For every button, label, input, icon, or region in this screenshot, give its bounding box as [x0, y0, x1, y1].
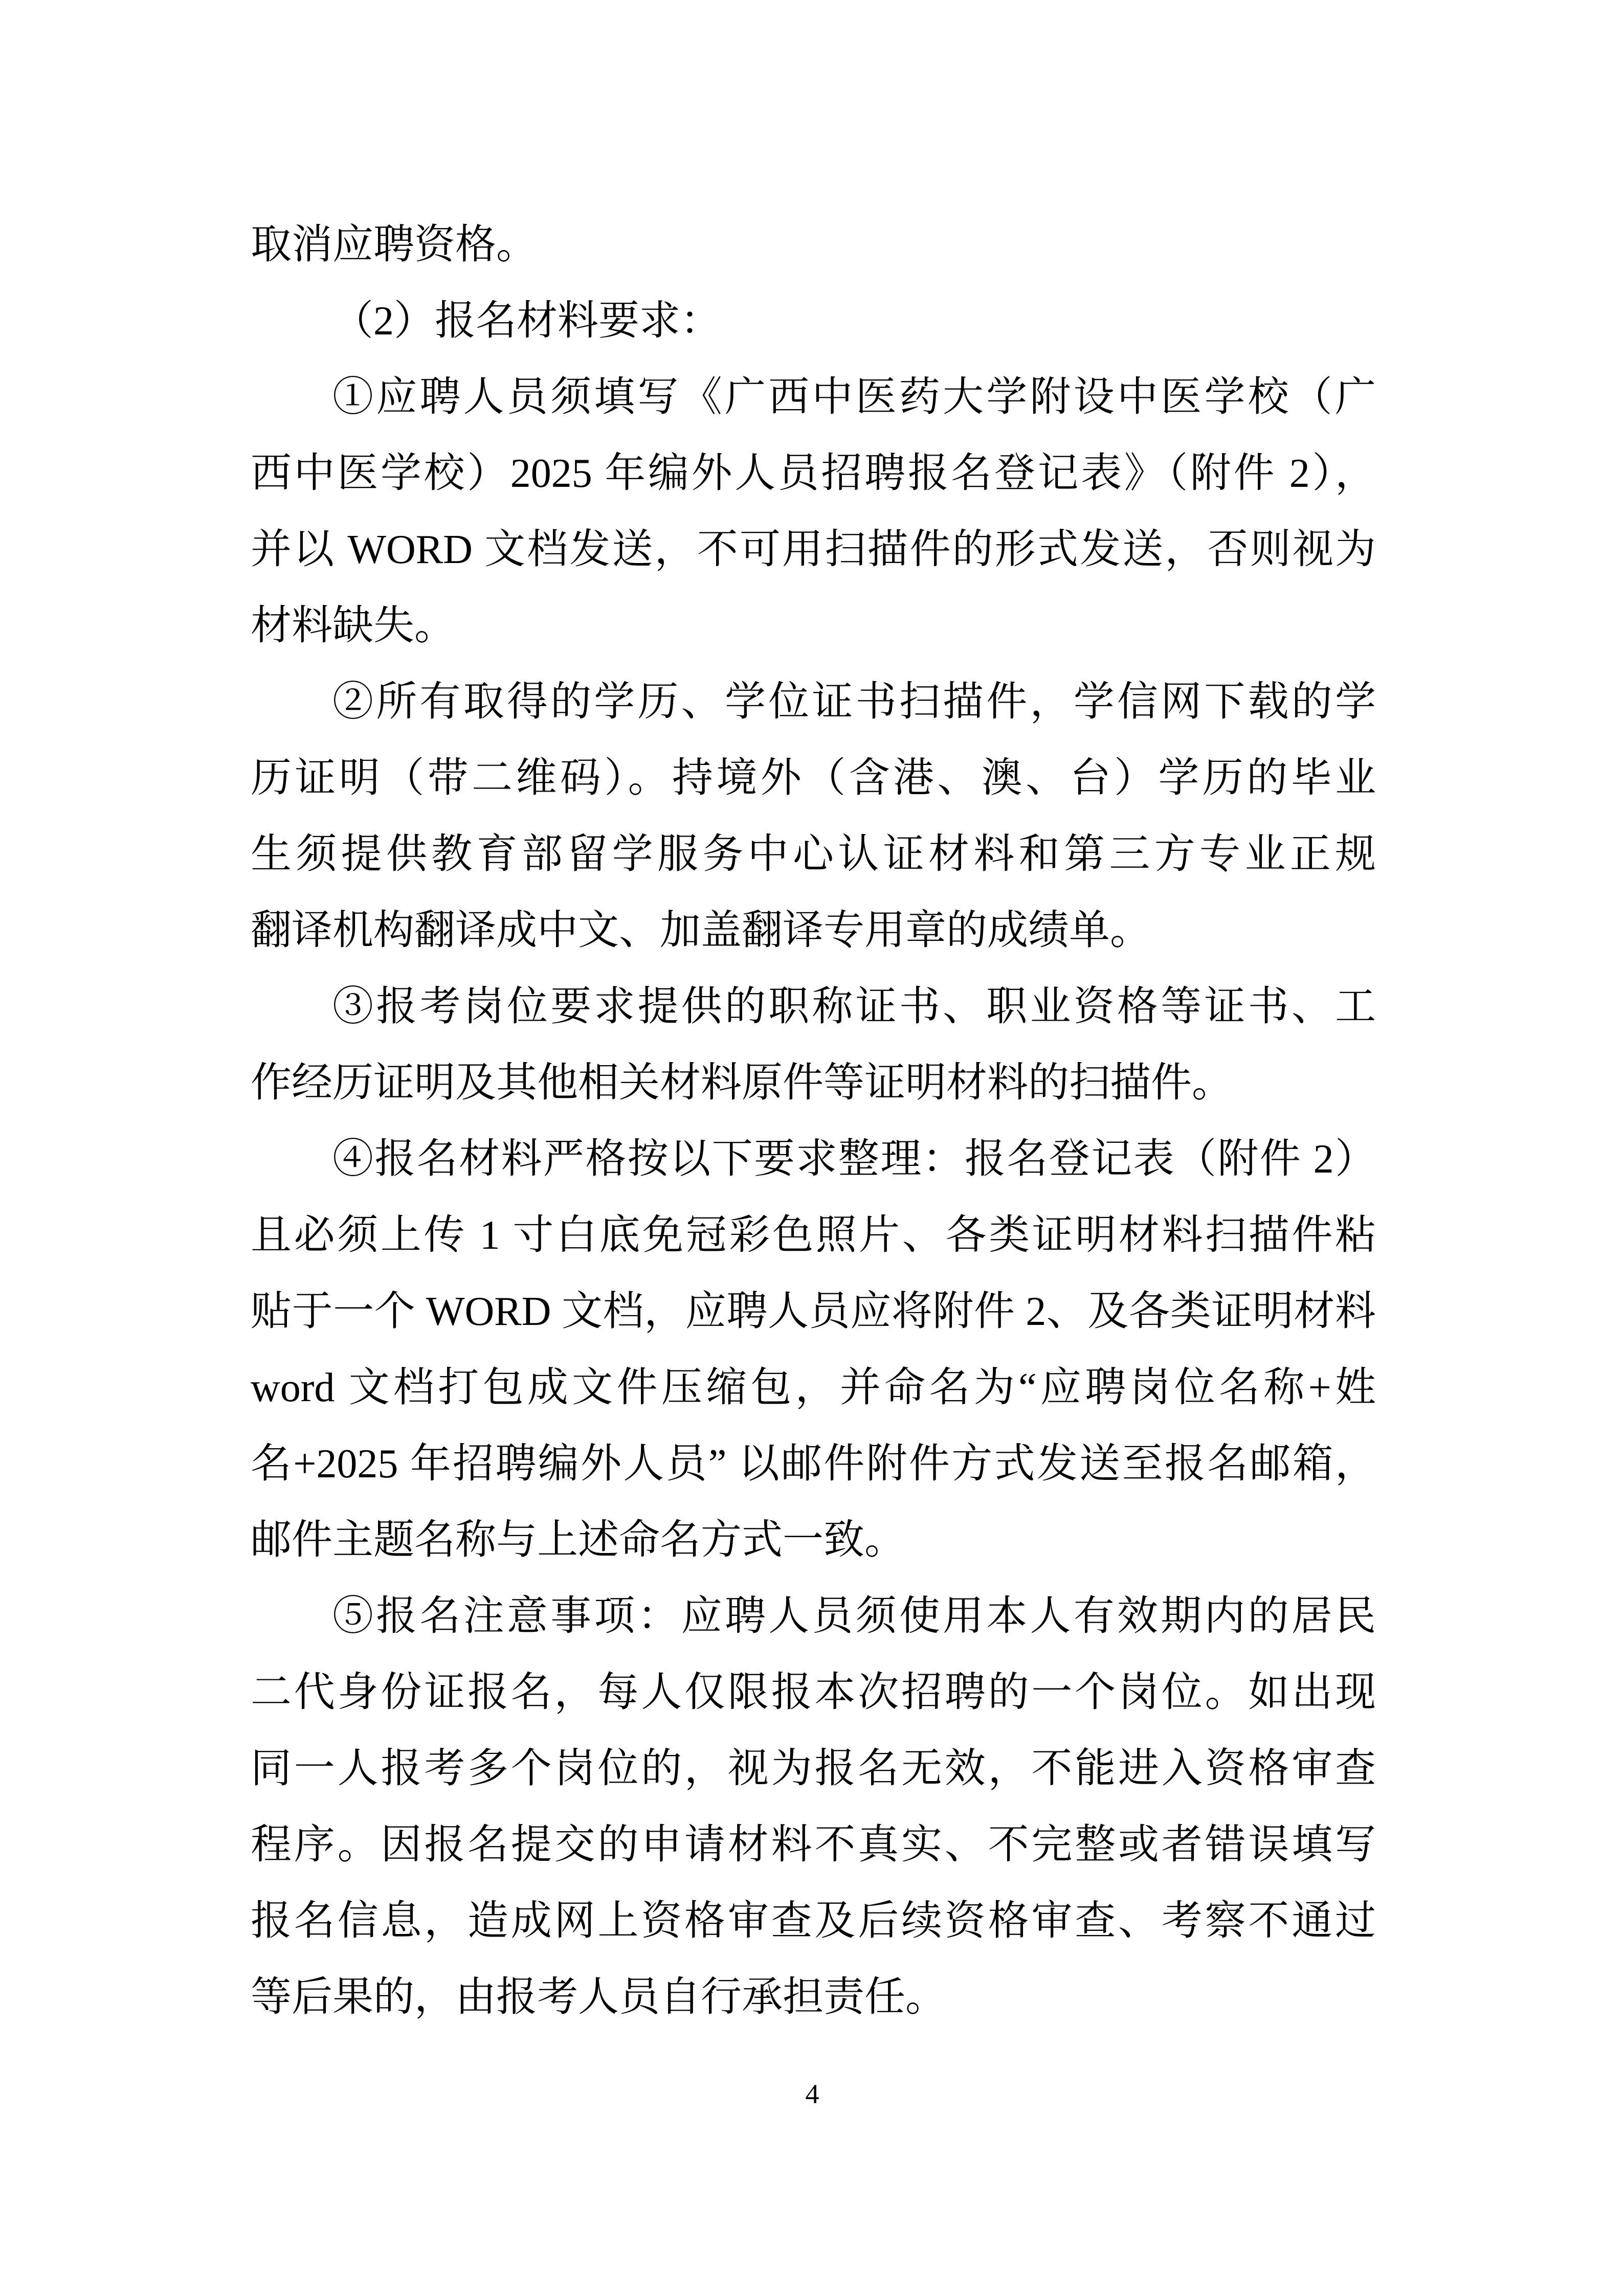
- text-line: 取消应聘资格。: [251, 222, 537, 267]
- document-text-block: [251, 207, 1376, 2036]
- text-line: ④报名材料严格按以下要求整理：报名登记表（附件 2）: [332, 1137, 1376, 1182]
- text-line: 西中医学校）2025 年编外人员招聘报名登记表》（附件 2），: [251, 451, 1376, 496]
- text-line: 历证明（带二维码）。持境外（含港、澳、台）学历的毕业: [251, 756, 1376, 801]
- text-line: （2）报名材料要求：: [332, 299, 721, 344]
- text-line: 且必须上传 1 寸白底免冠彩色照片、各类证明材料扫描件粘: [251, 1213, 1376, 1258]
- text-line: ⑤报名注意事项：应聘人员须使用本人有效期内的居民: [332, 1594, 1376, 1639]
- text-line: 作经历证明及其他相关材料原件等证明材料的扫描件。: [251, 1061, 1233, 1106]
- page-number: 4: [805, 2079, 819, 2109]
- text-line: 贴于一个 WORD 文档，应聘人员应将附件 2、及各类证明材料: [251, 1289, 1376, 1334]
- text-line: 同一人报考多个岗位的，视为报名无效，不能进入资格审查: [251, 1746, 1376, 1791]
- text-line: ③报考岗位要求提供的职称证书、职业资格等证书、工: [332, 984, 1376, 1029]
- text-line: 材料缺失。: [251, 603, 455, 648]
- text-line: 等后果的，由报考人员自行承担责任。: [251, 1975, 946, 2020]
- text-line: word 文档打包成文件压缩包，并命名为“应聘岗位名称+姓: [251, 1365, 1376, 1410]
- text-line: 报名信息，造成网上资格审查及后续资格审查、考察不通过: [251, 1899, 1376, 1944]
- page-footer: [18, 2077, 1606, 2111]
- text-line: 名+2025 年招聘编外人员” 以邮件附件方式发送至报名邮箱，: [251, 1442, 1376, 1487]
- text-line: 并以 WORD 文档发送，不可用扫描件的形式发送，否则视为: [251, 527, 1376, 572]
- text-line: 生须提供教育部留学服务中心认证材料和第三方专业正规: [251, 832, 1376, 877]
- text-line: ②所有取得的学历、学位证书扫描件，学信网下载的学: [332, 680, 1376, 725]
- text-line: ①应聘人员须填写《广西中医药大学附设中医学校（广: [332, 375, 1376, 420]
- text-line: 翻译机构翻译成中文、加盖翻译专用章的成绩单。: [251, 908, 1151, 953]
- text-line: 二代身份证报名，每人仅限报本次招聘的一个岗位。如出现: [251, 1670, 1376, 1715]
- text-line: 程序。因报名提交的申请材料不真实、不完整或者错误填写: [251, 1822, 1376, 1867]
- text-line: 邮件主题名称与上述命名方式一致。: [251, 1518, 905, 1563]
